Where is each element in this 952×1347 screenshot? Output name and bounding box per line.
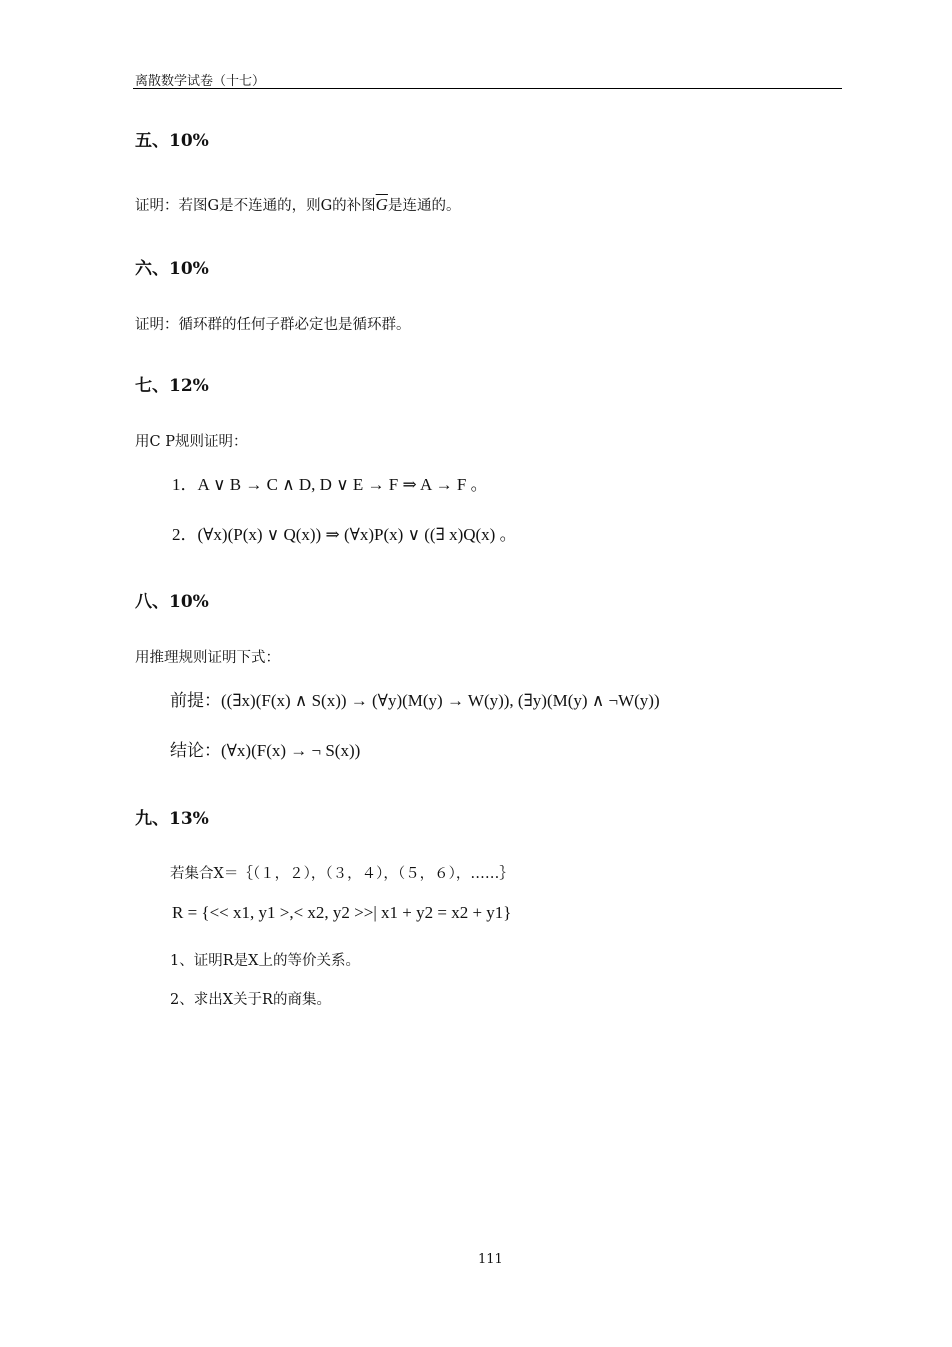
section-7-item-1: 1．A ∨ B → C ∧ D, D ∨ E → F ⇒ A → F 。 bbox=[172, 475, 488, 494]
complement-graph-symbol: $\overline{G}$ bbox=[375, 195, 388, 214]
section-7-intro: 用C P规则证明： bbox=[135, 434, 248, 450]
section-9-relation: R = {<< x1, y1 >,< x2, y2 >>| x1 + y2 = x2 + y1} bbox=[172, 903, 512, 922]
section-5-heading: 五、10% bbox=[135, 131, 209, 151]
section-8-heading: 八、10% bbox=[135, 592, 209, 612]
running-header: 离散数学试卷（十七） bbox=[135, 74, 266, 89]
header-rule bbox=[133, 88, 842, 89]
section-9-heading: 九、13% bbox=[135, 809, 209, 829]
section-5-text: 证明：若图G是不连通的，则G的补图$\overline{G}$是连通的。 bbox=[135, 195, 461, 214]
section-9-set-definition: 若集合X＝｛（１，２），（３，４），（５，６），……｝ bbox=[170, 866, 514, 882]
section-9-task-1: 1、证明R是X上的等价关系。 bbox=[170, 953, 360, 969]
section-6-heading: 六、10% bbox=[135, 259, 209, 279]
section-8-conclusion: 结论：(∀x)(F(x) → ¬ S(x)) bbox=[170, 741, 361, 760]
section-9-task-2: 2、求出X关于R的商集。 bbox=[170, 992, 331, 1008]
section-8-intro: 用推理规则证明下式： bbox=[135, 650, 280, 666]
section-7-item-2: 2．(∀x)(P(x) ∨ Q(x)) ⇒ (∀x)P(x) ∨ ((∃ x)Q(x) 。 bbox=[172, 525, 517, 544]
section-8-premise: 前提：((∃x)(F(x) ∧ S(x)) → (∀y)(M(y) → W(y)), (∃y)(M(y) ∧ ¬W(y)) bbox=[170, 691, 660, 710]
page-number: 111 bbox=[478, 1252, 503, 1267]
section-6-text: 证明：循环群的任何子群必定也是循环群。 bbox=[135, 317, 411, 333]
section-7-heading: 七、12% bbox=[135, 376, 209, 396]
